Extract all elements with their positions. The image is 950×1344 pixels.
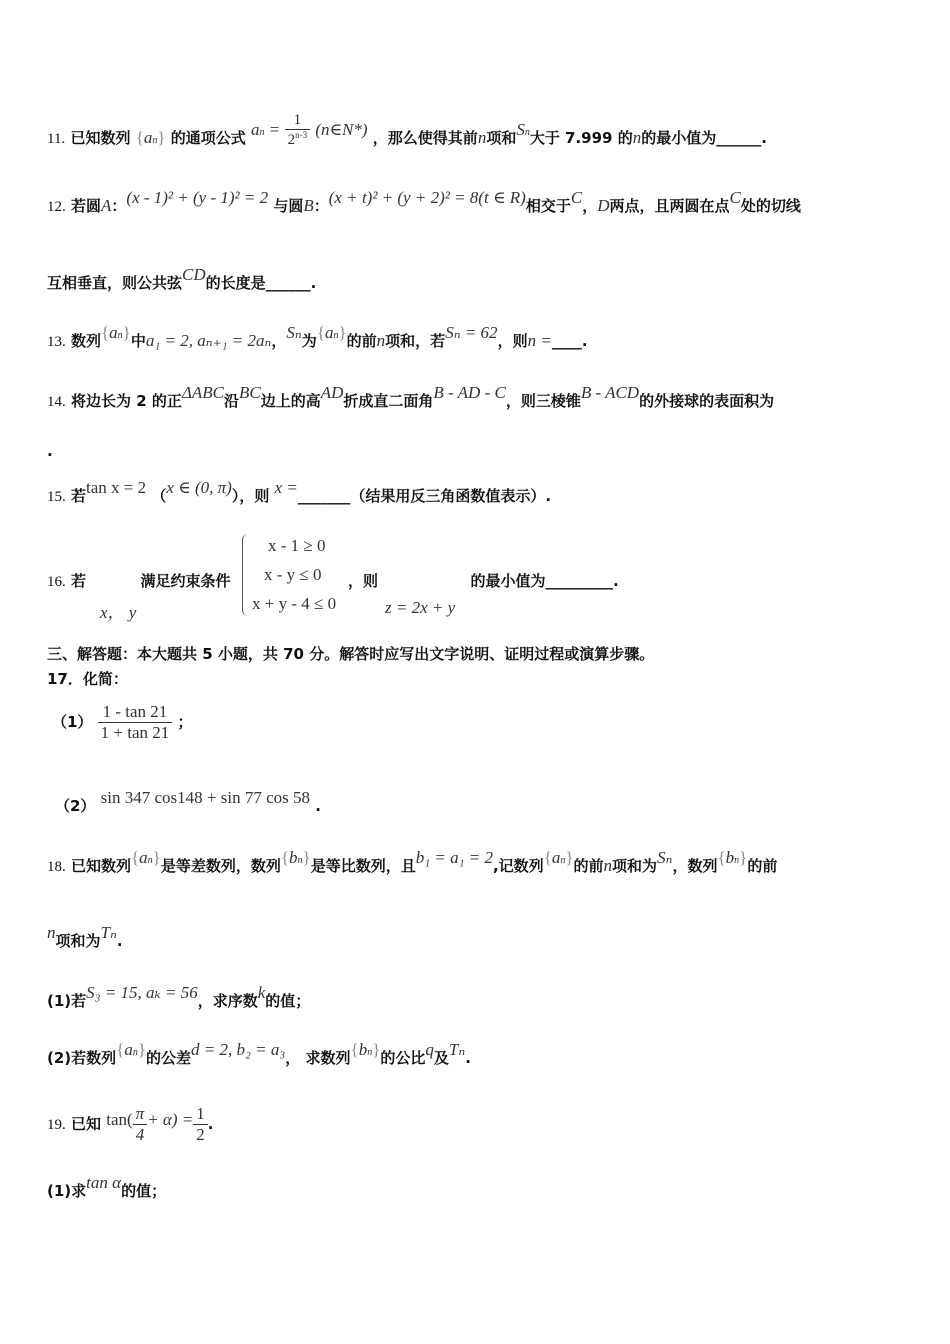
fraction: $\frac{\pi}{4}$ xyxy=(133,1104,148,1145)
text: . xyxy=(315,797,321,815)
text: 已知数列 xyxy=(70,129,131,147)
text: ，数列 xyxy=(672,857,718,875)
text: 的通项公式 xyxy=(170,129,246,147)
text: 的前 xyxy=(747,857,778,875)
text: 的外接球的表面积为 xyxy=(639,392,775,410)
constraint-brace xyxy=(242,534,249,616)
sequence-an: {an} xyxy=(116,1040,146,1059)
text: . xyxy=(47,442,53,460)
pyramid: B - ACD xyxy=(580,383,640,402)
sequence-bn: {bn} xyxy=(350,1040,381,1059)
question-18-part1 xyxy=(47,983,311,1011)
text: 已知 xyxy=(70,1115,101,1133)
tan-func: tan( xyxy=(106,1110,133,1129)
text: 及 xyxy=(433,1049,449,1067)
var-T: Tₙ xyxy=(448,1040,466,1059)
answer-blank: ____. xyxy=(551,332,588,350)
part-label: (1)若 xyxy=(47,992,87,1010)
edge-BC: BC xyxy=(238,383,261,402)
dihedral-angle: B - AD - C xyxy=(433,383,506,402)
question-17: 17．化简： xyxy=(47,670,128,688)
question-14 xyxy=(47,383,775,411)
part-label: (1)求 xyxy=(47,1182,87,1200)
var-k: k xyxy=(257,983,266,1002)
text: 互相垂直，则公共弦 xyxy=(47,274,183,292)
text: ： xyxy=(313,197,329,215)
question-11: 11. 已知数列 {an} 的通项公式 an = $\frac{1}{2^{n-3}}$ (n∈N*) ，那么使得其前n项和Sn大于 7.999 的n的最小值为______. xyxy=(47,112,767,148)
constraint-3: x + y - 4 ≤ 0 xyxy=(252,594,337,613)
question-number: 11. xyxy=(47,131,66,147)
text: 为 xyxy=(301,332,317,350)
question-number: 19. xyxy=(47,1117,66,1133)
question-number: 12. xyxy=(47,199,66,215)
text: 的值； xyxy=(265,992,311,1010)
text: ,记数列 xyxy=(492,857,544,875)
fraction: $\frac{1 - \tan 21}{1 + \tan 21}$ xyxy=(98,702,173,743)
text: 是等差数列，数列 xyxy=(160,857,281,875)
condition: S₃ = 15, aₖ = 56 xyxy=(86,983,198,1002)
text: 项和，若 xyxy=(385,332,446,350)
text: 边上的高 xyxy=(260,392,321,410)
text: 项和为 xyxy=(612,857,658,875)
text: 项和 xyxy=(486,129,517,147)
circle-B: B xyxy=(303,196,314,215)
answer-blank: _______（结果用反三角函数值表示）. xyxy=(297,487,552,505)
text: 将边长为 2 的正 xyxy=(70,392,182,410)
condition: b₁ = a₁ = 2 xyxy=(415,848,493,867)
expression: sin 347 cos148 + sin 77 cos 58 xyxy=(100,788,311,807)
expression: tan α xyxy=(86,1173,122,1192)
answer-blank: 的最小值为_________. xyxy=(470,572,619,590)
question-18-part2 xyxy=(47,1040,471,1068)
question-18 xyxy=(47,848,778,876)
text: . xyxy=(207,1115,214,1133)
text: 大于 7.999 的 xyxy=(529,129,633,147)
text: 沿 xyxy=(223,392,239,410)
text: ， xyxy=(271,332,287,350)
question-17-part1 xyxy=(52,702,193,743)
question-17-part2 xyxy=(55,788,321,816)
text: 两点，且两圆在点 xyxy=(609,197,730,215)
question-16 xyxy=(47,570,230,591)
question-16-tail xyxy=(348,570,619,591)
sequence-an: {an} xyxy=(101,323,131,342)
text: 中 xyxy=(130,332,146,350)
text: 的值； xyxy=(121,1182,167,1200)
question-number: 15. xyxy=(47,489,66,505)
question-number: 16. xyxy=(47,574,66,590)
text: ， xyxy=(582,197,598,215)
text: ； xyxy=(177,713,193,731)
text: 若 xyxy=(70,487,86,505)
constraint-1: x - 1 ≥ 0 xyxy=(268,536,326,555)
question-number: 13. xyxy=(47,334,66,350)
text: ），则 xyxy=(231,487,270,505)
constraint-2: x - y ≤ 0 xyxy=(264,565,322,584)
text: 折成直二面角 xyxy=(343,392,434,410)
height-AD: AD xyxy=(320,383,344,402)
question-13 xyxy=(47,323,588,351)
text: 的前 xyxy=(346,332,377,350)
point-C: C xyxy=(729,188,741,207)
text: . xyxy=(116,932,123,950)
text: 的前 xyxy=(573,857,604,875)
sequence-an: {an} xyxy=(131,848,161,867)
text: 与圆 xyxy=(273,197,304,215)
text: ， 求数列 xyxy=(285,1049,351,1067)
objective-z: z = 2x + y xyxy=(385,598,456,617)
text: 处的切线 xyxy=(740,197,801,215)
var-n: n xyxy=(477,128,487,147)
text: 的公比 xyxy=(380,1049,426,1067)
equation-circle-A: (x - 1)² + (y - 1)² = 2 xyxy=(126,188,269,207)
text: ，则三棱锥 xyxy=(505,392,581,410)
text: ，则 xyxy=(497,332,528,350)
question-number: 14. xyxy=(47,394,66,410)
point-C: C xyxy=(570,188,583,207)
text: 满足约束条件 xyxy=(140,572,231,590)
equation-circle-B: (x + t)² + (y + 2)² = 8(t ∈ R) xyxy=(328,188,526,207)
question-15 xyxy=(47,478,552,506)
question-14-dot xyxy=(47,442,53,460)
text: 若圆 xyxy=(70,197,101,215)
text: 的公差 xyxy=(146,1049,192,1067)
condition: Sₙ = 62 xyxy=(445,323,498,342)
question-18-line2 xyxy=(47,923,123,951)
text: . xyxy=(465,1049,471,1067)
text: ，求序数 xyxy=(197,992,258,1010)
var-S: Sₙ xyxy=(657,848,673,867)
range: x ∈ (0, π) xyxy=(166,478,232,497)
expression: + α) = xyxy=(147,1110,194,1129)
answer-blank: 的最小值为______. xyxy=(641,129,767,147)
var-T: Tₙ xyxy=(100,923,117,942)
triangle-ABC: ΔABC xyxy=(181,383,224,402)
var-x: x = xyxy=(274,478,298,497)
text: 若 xyxy=(70,572,86,590)
var-n: n xyxy=(603,856,613,875)
part-label: （2） xyxy=(55,797,96,815)
condition: a₁ = 2, aₙ₊₁ = 2aₙ xyxy=(145,331,272,350)
question-12-line2 xyxy=(47,265,317,293)
question-19 xyxy=(47,1104,213,1145)
text: （ xyxy=(151,487,167,505)
text: ： xyxy=(111,197,127,215)
var-n: n xyxy=(376,331,386,350)
text: 数列 xyxy=(70,332,101,350)
text: 已知数列 xyxy=(70,857,131,875)
var-q: q xyxy=(425,1040,434,1059)
text: 项和为 xyxy=(55,932,101,950)
section-heading: 三、解答题：本大题共 5 小题，共 70 分。解答时应写出文字说明、证明过程或演算步骤。 xyxy=(47,645,655,663)
text: 是等比数列，且 xyxy=(310,857,416,875)
var-S: Sₙ xyxy=(286,323,302,342)
var-n: n xyxy=(632,128,642,147)
vars-xy: x， y xyxy=(100,603,137,622)
point-D: D xyxy=(597,196,610,215)
condition: tan x = 2 xyxy=(86,478,147,497)
var-n: n xyxy=(47,923,56,942)
text: 相交于 xyxy=(525,197,571,215)
sequence-an: {an} xyxy=(316,323,347,342)
question-12 xyxy=(47,188,801,216)
part-label: (2)若数列 xyxy=(47,1049,117,1067)
chord-CD: CD xyxy=(182,265,206,284)
var-S: S xyxy=(516,120,525,139)
text: ，则 xyxy=(348,572,379,590)
circle-A: A xyxy=(101,196,112,215)
fraction: $\frac{1}{2^{n-3}}$ xyxy=(285,112,311,149)
sequence-bn: {bn} xyxy=(280,848,311,867)
question-number: 18. xyxy=(47,859,66,875)
answer-blank: 的长度是______. xyxy=(205,274,317,292)
formula-an: an = $\frac{1}{2^{n-3}}$ (n∈N*) xyxy=(251,112,368,148)
sequence-an: {an} xyxy=(543,848,574,867)
sequence-bn: {bn} xyxy=(717,848,748,867)
sequence-an: {an} xyxy=(135,128,166,147)
fraction: $\frac{1}{2}$ xyxy=(193,1104,208,1145)
question-19-part1 xyxy=(47,1173,167,1201)
text: ，那么使得其前 xyxy=(372,129,478,147)
condition: d = 2, b₂ = a₃ xyxy=(191,1040,286,1059)
condition: n = xyxy=(527,331,552,350)
part-label: （1） xyxy=(52,713,93,731)
